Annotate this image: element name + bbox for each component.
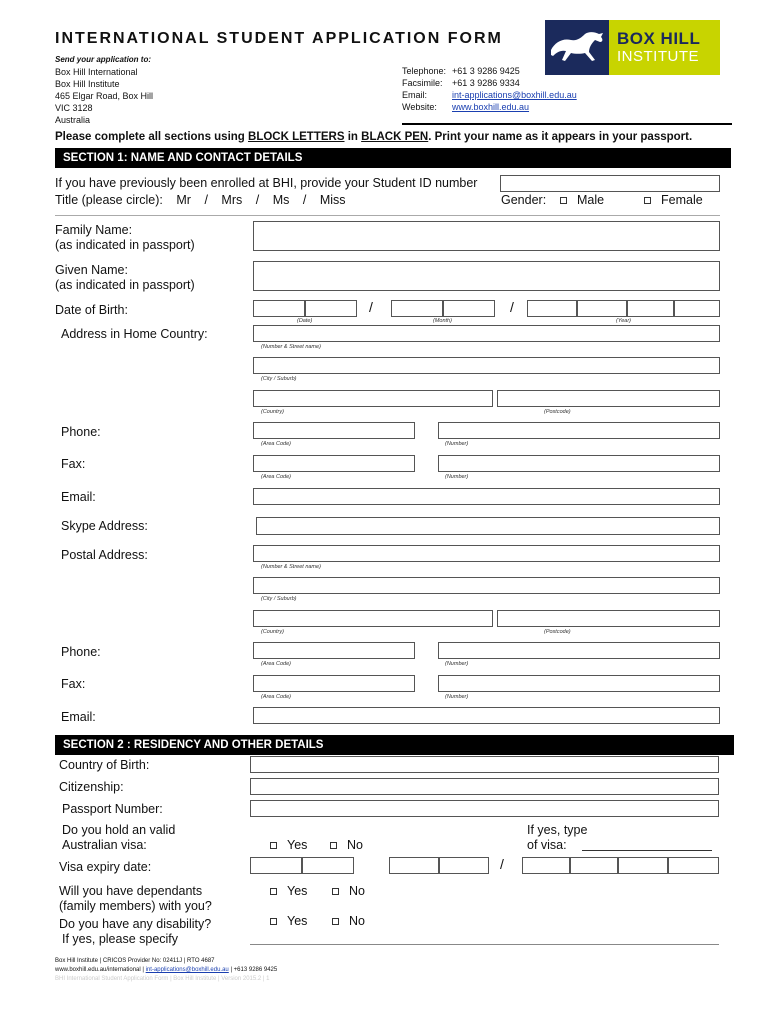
disability-no-checkbox[interactable] bbox=[332, 918, 339, 925]
dob-year-2[interactable] bbox=[577, 300, 627, 317]
country-hint: (Country) bbox=[261, 409, 284, 415]
home-city-input[interactable] bbox=[253, 357, 720, 374]
home-fax-label: Fax: bbox=[61, 457, 86, 471]
country-of-birth-label: Country of Birth: bbox=[59, 758, 150, 772]
contact-block bbox=[402, 65, 577, 113]
dependants-yes-checkbox[interactable] bbox=[270, 888, 277, 895]
title-ms[interactable]: Ms bbox=[272, 193, 290, 207]
street-hint: (Number & Street name) bbox=[261, 344, 321, 350]
dob-month-2[interactable] bbox=[443, 300, 495, 317]
address-line: 465 Elgar Road, Box Hill bbox=[55, 91, 154, 101]
visa-year-4[interactable] bbox=[668, 857, 719, 874]
dob-month-1[interactable] bbox=[391, 300, 443, 317]
postal-phone-number-input[interactable] bbox=[438, 642, 720, 659]
send-label: Send your application to: bbox=[55, 55, 152, 64]
postal-fax-number-input[interactable] bbox=[438, 675, 720, 692]
dob-year-1[interactable] bbox=[527, 300, 577, 317]
footer-email-link[interactable]: int-applications@boxhill.edu.au bbox=[145, 967, 229, 973]
email-label: Email: bbox=[402, 90, 428, 100]
postal-country-input[interactable] bbox=[253, 610, 493, 627]
street-hint: (Number & Street name) bbox=[261, 564, 321, 570]
visa-separator: / bbox=[500, 856, 504, 872]
female-checkbox[interactable] bbox=[644, 197, 651, 204]
number-hint: (Number) bbox=[445, 694, 469, 700]
city-hint: (City / Suburb) bbox=[261, 376, 297, 382]
facsimile-label: Facsimile: bbox=[402, 78, 443, 88]
dob-month-hint: (Month) bbox=[433, 318, 452, 324]
address-line: Box Hill Institute bbox=[55, 79, 120, 89]
facsimile-value: +61 3 9286 9334 bbox=[452, 78, 520, 88]
visa-month-2[interactable] bbox=[439, 857, 489, 874]
visa-year-1[interactable] bbox=[522, 857, 570, 874]
dependants-question: Will you have dependants (family members) with you? bbox=[59, 884, 212, 913]
dependants-no-checkbox[interactable] bbox=[332, 888, 339, 895]
postal-fax-label: Fax: bbox=[61, 677, 86, 691]
black-pen: BLACK PEN bbox=[361, 131, 429, 143]
dob-year-4[interactable] bbox=[674, 300, 720, 317]
given-name-label: Given Name: (as indicated in passport) bbox=[55, 263, 195, 292]
email-input[interactable] bbox=[253, 488, 720, 505]
address-block bbox=[55, 54, 153, 126]
country-of-birth-input[interactable] bbox=[250, 756, 719, 773]
address-line: VIC 3128 bbox=[55, 103, 93, 113]
number-hint: (Number) bbox=[445, 441, 469, 447]
given-name-input[interactable] bbox=[253, 261, 720, 291]
footer-line3: BHI International Student Application Form | Box Hill Institute | Version 2015.2 | 1 bbox=[55, 976, 270, 982]
footer bbox=[55, 957, 277, 984]
postcode-hint: (Postcode) bbox=[544, 409, 571, 415]
gender-female[interactable]: Female bbox=[644, 193, 703, 207]
title-mr[interactable]: Mr bbox=[176, 193, 191, 207]
postal-street-input[interactable] bbox=[253, 545, 720, 562]
gender-male[interactable]: Male bbox=[560, 193, 604, 207]
visa-yes[interactable]: Yes bbox=[270, 838, 307, 852]
visa-no[interactable]: No bbox=[330, 838, 363, 852]
telephone-value: +61 3 9286 9425 bbox=[452, 66, 520, 76]
country-hint: (Country) bbox=[261, 629, 284, 635]
title-mrs[interactable]: Mrs bbox=[221, 193, 243, 207]
title-label: Title (please circle): Mr / Mrs / Ms / Miss bbox=[55, 193, 346, 207]
postal-city-input[interactable] bbox=[253, 577, 720, 594]
postal-email-label: Email: bbox=[61, 710, 96, 724]
title-miss[interactable]: Miss bbox=[319, 193, 346, 207]
address-line: Australia bbox=[55, 115, 91, 125]
website-label: Website: bbox=[402, 102, 437, 112]
logo-text-institute: INSTITUTE bbox=[617, 48, 699, 65]
section2-header: SECTION 2 : RESIDENCY AND OTHER DETAILS bbox=[55, 735, 734, 755]
area-hint: (Area Code) bbox=[261, 661, 291, 667]
disability-yes-checkbox[interactable] bbox=[270, 918, 277, 925]
student-id-question: If you have previously been enrolled at BHI, provide your Student ID number bbox=[55, 176, 478, 190]
page-title: INTERNATIONAL STUDENT APPLICATION FORM bbox=[55, 30, 503, 47]
home-postcode-input[interactable] bbox=[497, 390, 720, 407]
visa-month-1[interactable] bbox=[389, 857, 439, 874]
dob-day-2[interactable] bbox=[305, 300, 357, 317]
family-name-input[interactable] bbox=[253, 221, 720, 251]
dob-date-hint: (Date) bbox=[297, 318, 313, 324]
visa-question: Do you hold an valid Australian visa: bbox=[62, 823, 176, 852]
home-country-input[interactable] bbox=[253, 390, 493, 407]
disability-yes[interactable]: Yes bbox=[270, 914, 307, 928]
section1-header: SECTION 1: NAME AND CONTACT DETAILS bbox=[55, 148, 731, 168]
address-line: Box Hill International bbox=[55, 67, 138, 77]
instructions: Please complete all sections using BLOCK LETTERS in BLACK PEN. Print your name as it appears in your passport. bbox=[55, 131, 693, 143]
home-phone-label: Phone: bbox=[61, 425, 101, 439]
visa-no-checkbox[interactable] bbox=[330, 842, 337, 849]
student-id-input[interactable] bbox=[500, 175, 720, 192]
family-name-label: Family Name: (as indicated in passport) bbox=[55, 223, 195, 252]
postal-address-label: Postal Address: bbox=[61, 548, 148, 562]
area-hint: (Area Code) bbox=[261, 474, 291, 480]
logo-text-boxhill: BOX HILL bbox=[617, 29, 701, 48]
dependants-yes[interactable]: Yes bbox=[270, 884, 307, 898]
postal-phone-label: Phone: bbox=[61, 645, 101, 659]
male-checkbox[interactable] bbox=[560, 197, 567, 204]
city-hint: (City / Suburb) bbox=[261, 596, 297, 602]
block-letters: BLOCK LETTERS bbox=[248, 131, 345, 143]
dob-separator: / bbox=[369, 299, 373, 315]
email-link[interactable]: int-applications@boxhill.edu.au bbox=[452, 90, 577, 100]
skype-label: Skype Address: bbox=[61, 519, 148, 533]
visa-type-label: If yes, type of visa: bbox=[527, 823, 588, 852]
passport-label: Passport Number: bbox=[62, 802, 163, 816]
area-hint: (Area Code) bbox=[261, 694, 291, 700]
citizenship-input[interactable] bbox=[250, 778, 719, 795]
home-fax-area-input[interactable] bbox=[253, 455, 415, 472]
dob-year-3[interactable] bbox=[627, 300, 674, 317]
postal-phone-area-input[interactable] bbox=[253, 642, 415, 659]
number-hint: (Number) bbox=[445, 474, 469, 480]
postcode-hint: (Postcode) bbox=[544, 629, 571, 635]
skype-input[interactable] bbox=[256, 517, 720, 535]
passport-input[interactable] bbox=[250, 800, 719, 817]
visa-day-2[interactable] bbox=[302, 857, 354, 874]
area-hint: (Area Code) bbox=[261, 441, 291, 447]
disability-specify-input[interactable] bbox=[250, 944, 719, 945]
home-phone-area-input[interactable] bbox=[253, 422, 415, 439]
home-fax-number-input[interactable] bbox=[438, 455, 720, 472]
website-link[interactable]: www.boxhill.edu.au bbox=[452, 102, 530, 112]
dependants-no[interactable]: No bbox=[332, 884, 365, 898]
visa-yes-checkbox[interactable] bbox=[270, 842, 277, 849]
postal-email-input[interactable] bbox=[253, 707, 720, 724]
visa-year-2[interactable] bbox=[570, 857, 618, 874]
home-phone-number-input[interactable] bbox=[438, 422, 720, 439]
dob-separator: / bbox=[510, 299, 514, 315]
home-street-input[interactable] bbox=[253, 325, 720, 342]
postal-fax-area-input[interactable] bbox=[253, 675, 415, 692]
footer-line1: Box Hill Institute | CRICOS Provider No: 02411J | RTO 4687 bbox=[55, 958, 215, 964]
disability-question: Do you have any disability? If yes, please specify bbox=[59, 917, 212, 946]
visa-day-1[interactable] bbox=[250, 857, 302, 874]
telephone-label: Telephone: bbox=[402, 66, 447, 76]
visa-year-3[interactable] bbox=[618, 857, 668, 874]
email-label: Email: bbox=[61, 490, 96, 504]
dob-year-hint: (Year) bbox=[616, 318, 631, 324]
footer-line2: www.boxhill.edu.au/international | int-applications@boxhill.edu.au | +613 9286 9425 bbox=[55, 967, 278, 973]
divider bbox=[55, 215, 720, 216]
dob-day-1[interactable] bbox=[253, 300, 305, 317]
citizenship-label: Citizenship: bbox=[59, 780, 124, 794]
dob-label: Date of Birth: bbox=[55, 303, 128, 317]
visa-type-input[interactable] bbox=[582, 850, 712, 851]
number-hint: (Number) bbox=[445, 661, 469, 667]
visa-expiry-label: Visa expiry date: bbox=[59, 860, 152, 874]
disability-no[interactable]: No bbox=[332, 914, 365, 928]
gender-label: Gender: bbox=[501, 193, 547, 207]
postal-postcode-input[interactable] bbox=[497, 610, 720, 627]
home-address-label: Address in Home Country: bbox=[61, 327, 208, 341]
header-divider bbox=[402, 123, 732, 125]
